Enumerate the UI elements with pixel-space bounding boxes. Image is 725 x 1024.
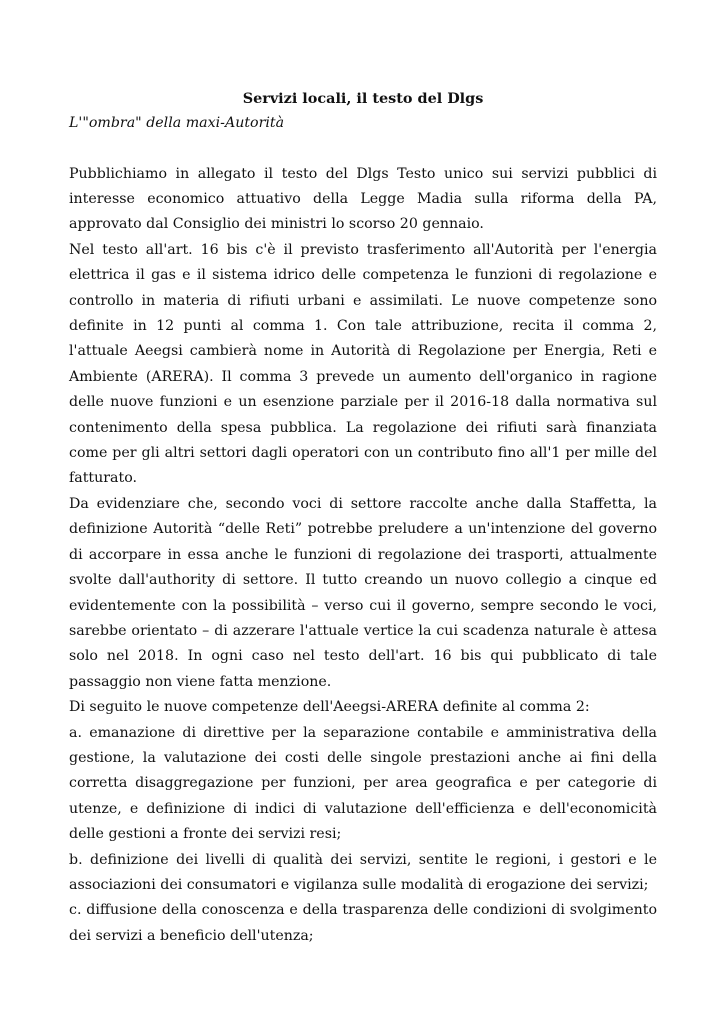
paragraph-intro: Pubblichiamo in allegato il testo del Dlgs Testo unico sui servizi pubblici di interesse economico attuativo della Legge Madia sulla riforma della PA, approvato dal Consiglio dei ministri lo scorso 20 gennaio. <box>69 165 657 233</box>
list-item-c: c. diffusione della conoscenza e della trasparenza delle condizioni di svolgimento dei servizi a beneficio dell'utenza; <box>69 902 657 944</box>
page-subtitle: L'"ombra" della maxi-Autorità <box>69 115 285 131</box>
paragraph-art16bis: Nel testo all'art. 16 bis c'è il previsto trasferimento all'Autorità per l'energia elettrica il gas e il sistema idrico delle competenza le funzioni di regolazione e controllo in materia di rifiuti urbani e assimilati. Le nuove competenze sono definite in 12 punti al comma 1. Con tale attribuzione, recita il comma 2, l'attuale Aeegsi cambierà nome in Autorità di Regolazione per Energia, Reti e Ambiente (ARERA). Il comma 3 prevede un aumento dell'organico in ragione delle nuove funzioni e un esenzione parziale per il 2016-18 dalla normativa sul contenimento della spesa pubblica. La regolazione dei rifiuti sarà finanziata come per gli altri settori dagli operatori con un contributo fino all'1 per mille del fatturato. <box>69 241 657 487</box>
paragraph-staffetta: Da evidenziare che, secondo voci di settore raccolte anche dalla Staffetta, la definizione Autorità “delle Reti” potrebbe preludere a un'intenzione del governo di accorpare in essa anche le funzioni di regolazione dei trasporti, attualmente svolte dall'authority di settore. Il tutto creando un nuovo collegio a cinque ed evidentemente con la possibilità – verso cui il governo, sempre secondo le voci, sarebbe orientato – di azzerare l'attuale vertice la cui scadenza naturale è attesa solo nel 2018. In ogni caso nel testo dell'art. 16 bis qui pubblicato di tale passaggio non viene fatta menzione. <box>69 495 657 690</box>
list-item-b: b. definizione dei livelli di qualità dei servizi, sentite le regioni, i gestori e le associazioni dei consumatori e vigilanza sulle modalità di erogazione dei servizi; <box>69 851 657 893</box>
page-title: Servizi locali, il testo del Dlgs <box>242 90 484 107</box>
paragraph-competenze-intro: Di seguito le nuove competenze dell'Aeegsi-ARERA definite al comma 2: <box>69 699 590 716</box>
document-page <box>69 86 657 949</box>
list-item-a: a. emanazione di direttive per la separazione contabile e amministrativa della gestione, la valutazione dei costi delle singole prestazioni anche ai fini della corretta disaggregazione per funzioni, per area geografica e per categorie di utenze, e definizione di indici di valutazione dell'efficienza e dell'economicità delle gestioni a fronte dei servizi resi; <box>69 724 657 843</box>
blank-line <box>69 136 657 162</box>
